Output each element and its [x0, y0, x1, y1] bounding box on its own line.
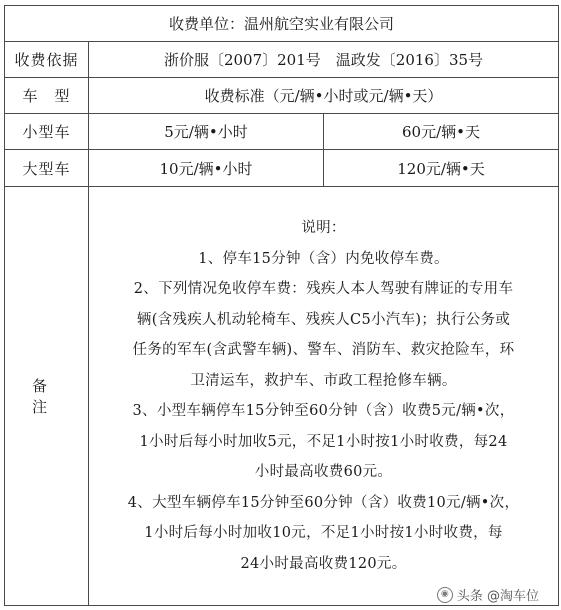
basis-row	[5, 42, 559, 78]
note-line: 2、下列情况免收停车费：残疾人本人驾驶有牌证的专用车	[133, 281, 514, 297]
note-line: 卫清运车，救护车、市政工程抢修车辆。	[190, 372, 457, 389]
note-line: 任务的军车(含武警车辆)、警车、消防车、救灾抢险车，环	[132, 342, 515, 358]
small-car-label: 小型车	[5, 114, 89, 150]
charging-unit: 收费单位：温州航空实业有限公司	[5, 6, 559, 42]
notes-row	[5, 187, 559, 606]
table-row	[5, 114, 559, 150]
watermark	[437, 585, 539, 604]
small-car-daily-rate: 60元/辆•天	[324, 114, 559, 150]
table-row	[5, 150, 559, 187]
vehicle-type-header-row	[5, 78, 559, 114]
note-line: 1小时后每小时加收10元，不足1小时按1小时收费，每	[144, 525, 503, 541]
fee-standard-label: 收费标准（元/辆•小时或元/辆•天）	[89, 78, 559, 114]
watermark-text: 头条 @淘车位	[456, 589, 539, 604]
camera-icon: ◉	[437, 587, 453, 603]
note-line: 辆(含残疾人机动轮椅车、残疾人C5小汽车)；执行公务或	[136, 311, 511, 328]
notes-label: 备 注	[5, 187, 89, 606]
large-car-label: 大型车	[5, 150, 89, 187]
note-line: 1小时后每小时加收5元，不足1小时按1小时收费，每24	[139, 433, 508, 450]
vehicle-type-label: 车 型	[5, 78, 89, 114]
notes-heading: 说明：	[301, 220, 346, 236]
unit-row	[5, 6, 559, 42]
note-line: 4、大型车辆停车15分钟至60分钟（含）收费10元/辆•次，	[127, 494, 520, 511]
note-line: 3、小型车辆停车15分钟至60分钟（含）收费5元/辆•次，	[132, 403, 515, 419]
notes-content	[89, 187, 559, 606]
note-line: 小时最高收费60元。	[254, 464, 393, 480]
note-line: 1、停车15分钟（含）内免收停车费。	[198, 250, 449, 267]
parking-fee-table	[4, 5, 559, 606]
note-line: 24小时最高收费120元。	[240, 555, 407, 572]
basis-value: 浙价服〔2007〕201号 温政发〔2016〕35号	[89, 42, 559, 78]
large-car-hourly-rate: 10元/辆•小时	[89, 150, 324, 187]
basis-label: 收费依据	[5, 42, 89, 78]
small-car-hourly-rate: 5元/辆•小时	[89, 114, 324, 150]
large-car-daily-rate: 120元/辆•天	[324, 150, 559, 187]
